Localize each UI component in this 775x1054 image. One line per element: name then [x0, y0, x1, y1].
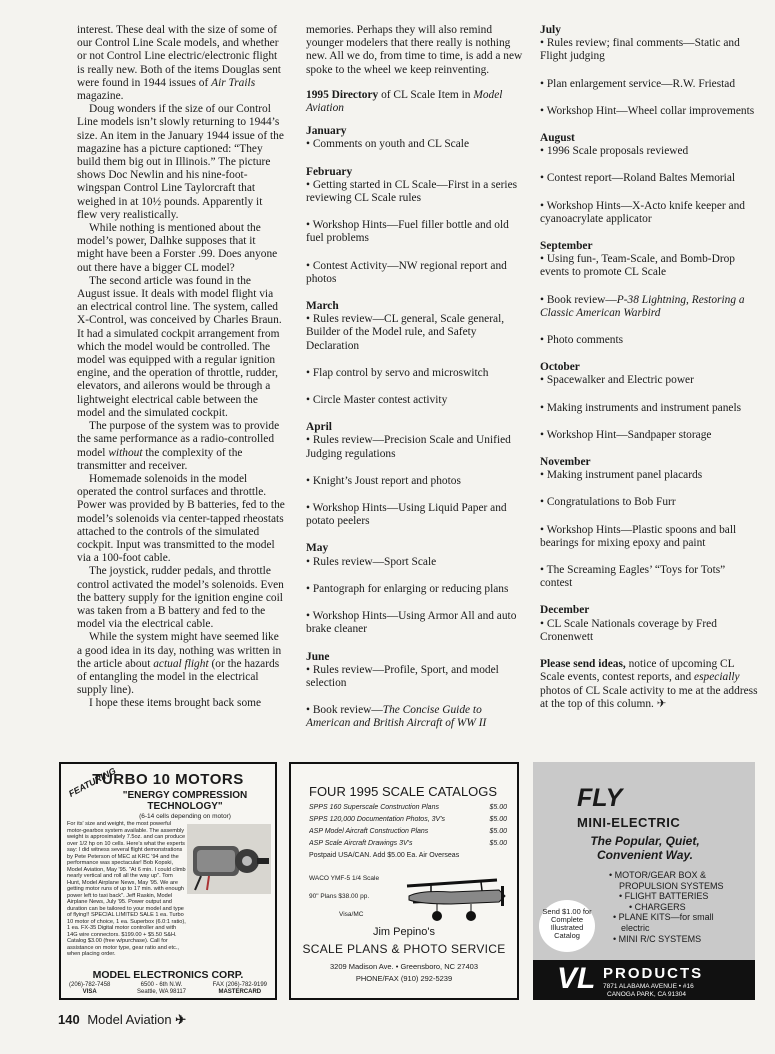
featuring-label: FEATURING: [67, 765, 118, 799]
address-line-2: CANOGA PARK, CA 91304: [607, 991, 686, 998]
list-item: • MOTOR/GEAR BOX &: [609, 870, 707, 880]
list-item: • Rules review—CL general, Scale general, Builder of the Model rule, and Safety Declaration: [306, 313, 505, 352]
list-item: • Rules review—Sport Scale: [306, 555, 437, 568]
paragraph: Doug wonders if the size of our Control Line models isn’t slowly returning to 1944’s size. An item in the January 1944 issue of the magazine has a picture captioned: “They build them big out in Illinois.” The picture shows Doc Newlin and his nine-foot-wingspan Control Line Taylorcraft that weighed in at 10½ pounds. Apparently it flew very realistically.: [77, 103, 284, 221]
list-item: • Workshop Hints—Using Armor All and auto brake cleaner: [306, 610, 517, 636]
plans-price: 90" Plans $38.00 pp.: [309, 893, 370, 900]
list-item: • MINI R/C SYSTEMS: [613, 933, 702, 944]
paragraph: I hope these items brought back some: [89, 697, 262, 710]
list-item: • Workshop Hint—Sandpaper storage: [540, 428, 712, 441]
owner-name: Jim Pepino's: [372, 926, 435, 938]
list-item: • Rules review; final comments—Static and Flight judging: [540, 37, 740, 63]
list-item: • Book review—The Concise Guide to American and British Aircraft of WW II: [306, 704, 487, 730]
month-heading: October: [540, 361, 580, 374]
contact-block: [69, 982, 267, 996]
ad-slogan: The Popular, Quiet, Convenient Way.: [590, 834, 700, 862]
turbo-motors-ad: [59, 762, 277, 1000]
catalog-row: SPPS 160 Superscale Construction Plans $5.00: [309, 804, 507, 811]
list-item: • Making instrument panel placards: [540, 469, 703, 482]
page-number: 140: [58, 1012, 80, 1027]
ad-title: TURBO 10 MOTORS: [92, 771, 244, 788]
list-item: • CHARGERS: [629, 901, 686, 912]
list-item: • Contest Activity—NW regional report and photos: [306, 259, 507, 285]
catalog-list: [309, 802, 507, 862]
paragraph: While nothing is mentioned about the model’s power, Dalhke supposes that it might have been a Forster .99. Does anyone out there have a bigger CL model?: [77, 222, 278, 274]
paragraph: The second article was found in the August issue. It deals with model flight via an electrical control line. The system, called X-Control, was conceived by Charles Braun. It had a simulated cockpit arrangement from which the model would be controlled. The model was equipped with a regular ignition engine, and the operation of throttle, rudder, elevators, and ailerons would be through a lightweight electrical cable between the model and the simulated cockpit.: [77, 274, 282, 419]
biplane-icon: [401, 872, 511, 924]
list-item: • Rules review—Precision Scale and Unified Judging regulations: [306, 434, 511, 460]
month-heading: February: [306, 165, 353, 178]
paragraph: While the system might have seemed like a good idea in its day, nothing was written in the article about actual flight (or the hazards of entangling the model in the electrical supply line).: [77, 631, 282, 697]
month-heading: July: [540, 24, 561, 36]
article-column-3: [540, 24, 760, 711]
page-footer: [58, 1012, 186, 1028]
company-name: MODEL ELECTRONICS CORP.: [92, 969, 244, 981]
paragraph: memories. Perhaps they will also remind younger modelers that there really is nothing new. All we do, from time to time, is add a new spoke to the wheel we keep reinventing.: [306, 24, 523, 76]
paragraph: The purpose of the system was to provide the same performance as a radio-controlled model without the complexity of the transmitter and receiver.: [77, 420, 280, 472]
list-item: • Plan enlargement service—R.W. Friestad: [540, 77, 736, 90]
catalog-offer-badge: Send $1.00 for Complete Illustrated Catalog: [539, 900, 595, 952]
month-heading: September: [540, 240, 593, 253]
ad-body-text: For its' size and weight, the most powerful motor-gearbox system available. The assembly weight is approximately 7.5oz. and can produce over 1/2 hp on 10 cells. Here's what the experts say: I did witness several flight demonstrations by Pete Peterson of MEC at KRC '94 and the performance was spectacular! Bob Kopski, Model Aviation, May '95. "At 6 min. I could climb nearly vertical and roll all the way up". Tom Hunt, Model Airplane News, May '95. We are getting motor runs of up to 17 min. with enough power left to taxi back". Jeff Raskin, Model Airplane News, July '95. Power output and duration can be tailored to your model and type of flying!! SPECIAL LIMITED SALE 1 ea. Turbo 10 motor of choice, 1 ea. Superbox (6.0:1 ratio), 1 ea. FX-35 Digital motor controller and with 14G wire connectors. $199.00 + $5.50 S&H. Catalog $3.00 (free w/purchase). Call for assistance on motor type, gear ratio and etc., when placing order.: [67, 821, 186, 957]
list-item: • 1996 Scale proposals reviewed: [540, 145, 689, 158]
list-item: • Circle Master contest activity: [306, 394, 448, 407]
list-item: • PLANE KITS—for small: [613, 912, 714, 923]
ad-title: FLY: [577, 784, 623, 812]
postal-note: Postpaid USA/CAN. Add $5.00 Ea. Air Overseas: [309, 852, 460, 859]
month-heading: June: [306, 650, 330, 663]
list-item: PROPULSION SYSTEMS: [619, 880, 724, 891]
month-heading: November: [540, 456, 591, 469]
payment-note: Visa/MC: [339, 911, 364, 918]
scale-catalogs-ad: [289, 762, 519, 1000]
list-item: • Workshop Hints—Plastic spoons and ball bearings for mixing epoxy and paint: [540, 523, 737, 549]
list-item: • Contest report—Roland Baltes Memorial: [540, 172, 736, 185]
list-item: • Comments on youth and CL Scale: [306, 138, 470, 151]
list-item: • Pantograph for enlarging or reducing plans: [306, 582, 509, 595]
list-item: • CL Scale Nationals coverage by Fred Cronenwett: [540, 617, 717, 643]
ad-cells-note: (6-14 cells depending on motor): [139, 813, 231, 820]
ad-title: FOUR 1995 SCALE CATALOGS: [309, 784, 498, 799]
contact-middle: 6500 - 6th N.W. Seattle, WA 98117: [136, 982, 187, 995]
directory-title: 1995 Directory of CL Scale Item in Model Aviation: [306, 88, 503, 115]
list-item: • Photo comments: [540, 334, 624, 347]
list-item: • FLIGHT BATTERIES: [619, 891, 709, 902]
list-item: • The Screaming Eagles’ “Toys for Tots” contest: [540, 564, 726, 590]
paragraph: Homemade solenoids in the model operated the control surfaces and throttle. Power was provided by B batteries, fed to the model’s solenoids via center-tapped rheostats attached to the controls of the simulated cockpit. Input was transmitted to the model via a 100-foot cable.: [77, 472, 285, 565]
address-line-1: 7871 ALABAMA AVENUE • #16: [603, 983, 694, 990]
service-name: SCALE PLANS & PHOTO SERVICE: [302, 942, 506, 956]
month-heading: May: [306, 542, 329, 555]
list-item: • Workshop Hint—Wheel collar improvements: [540, 104, 755, 117]
catalog-row: ASP Scale Aircraft Drawings 3V's $5.00: [309, 840, 507, 847]
vl-products-logo: [533, 960, 755, 1000]
list-item: • Workshop Hints—Fuel filler bottle and old fuel problems: [306, 219, 509, 245]
contact-right: FAX (206)-782-9199 MASTERCARD: [212, 982, 267, 995]
list-item: • Workshop Hints—X-Acto knife keeper and cyanoacrylate applicator: [540, 199, 745, 225]
list-item: • Congratulations to Bob Furr: [540, 496, 676, 509]
list-item: • Using fun-, Team-Scale, and Bomb-Drop events to promote CL Scale: [540, 253, 735, 279]
catalog-row: ASP Model Aircraft Construction Plans $5.00: [309, 828, 507, 835]
contact-left: (206)-782-7458 VISA: [69, 982, 111, 995]
list-item: • Making instruments and instrument panels: [540, 401, 742, 414]
catalog-row: SPPS 120,000 Documentation Photos, 3V's $5.00: [309, 816, 507, 823]
list-item: • Knight’s Joust report and photos: [306, 474, 461, 487]
list-item: electric: [621, 922, 650, 933]
article-column-1: [77, 24, 285, 711]
waco-label: WACO YMF-5 1/4 Scale: [309, 875, 380, 882]
article-column-2: [306, 24, 528, 733]
address: 3209 Madison Ave. • Greensboro, NC 27403: [330, 962, 478, 971]
month-heading: December: [540, 604, 590, 617]
fly-mini-electric-ad: [533, 762, 755, 1000]
ad-subtitle: MINI-ELECTRIC: [577, 815, 681, 830]
month-heading: April: [306, 421, 332, 434]
list-item: • Flap control by servo and microswitch: [306, 366, 489, 379]
publication-name: Model Aviation: [87, 1012, 172, 1027]
motor-photo-icon: [187, 824, 271, 894]
plane-icon: ✈: [656, 697, 667, 710]
month-heading: March: [306, 300, 339, 313]
closing-paragraph: Please send ideas, notice of upcoming CL Scale events, contest reports, and especially photos of CL Scale activity to me at the address at the top of this column. ✈: [540, 658, 758, 710]
vl-logo-mark: VL: [557, 962, 596, 995]
plane-icon: ✈: [175, 1012, 187, 1027]
ad-subtitle: "ENERGY COMPRESSION TECHNOLOGY": [122, 790, 248, 812]
paragraph: The joystick, rudder pedals, and throttle control activated the model’s solenoids. Even the battery supply for the ignition engine coil was taken from a B battery and fed to the model via the electrical cable.: [77, 565, 284, 631]
list-item: • Getting started in CL Scale—First in a series reviewing CL Scale rules: [306, 178, 518, 205]
phone: PHONE/FAX (910) 292-5239: [355, 974, 453, 983]
list-item: • Book review—P-38 Lightning, Restoring a Classic American Warbird: [540, 293, 745, 319]
paragraph: interest. These deal with the size of some of our Control Line Scale models, and whether or not Control Line electric/electronic flight is really new. Both of the items Douglas sent were found in 1944 issues of Air Trails magazine.: [77, 24, 281, 103]
month-heading: January: [306, 125, 347, 138]
month-heading: August: [540, 132, 575, 145]
list-item: • Spacewalker and Electric power: [540, 374, 694, 387]
products-label: PRODUCTS: [603, 965, 704, 982]
list-item: • Rules review—Profile, Sport, and model selection: [306, 663, 499, 689]
feature-list: [609, 870, 749, 944]
list-item: • Workshop Hints—Using Liquid Paper and potato peelers: [306, 502, 507, 528]
